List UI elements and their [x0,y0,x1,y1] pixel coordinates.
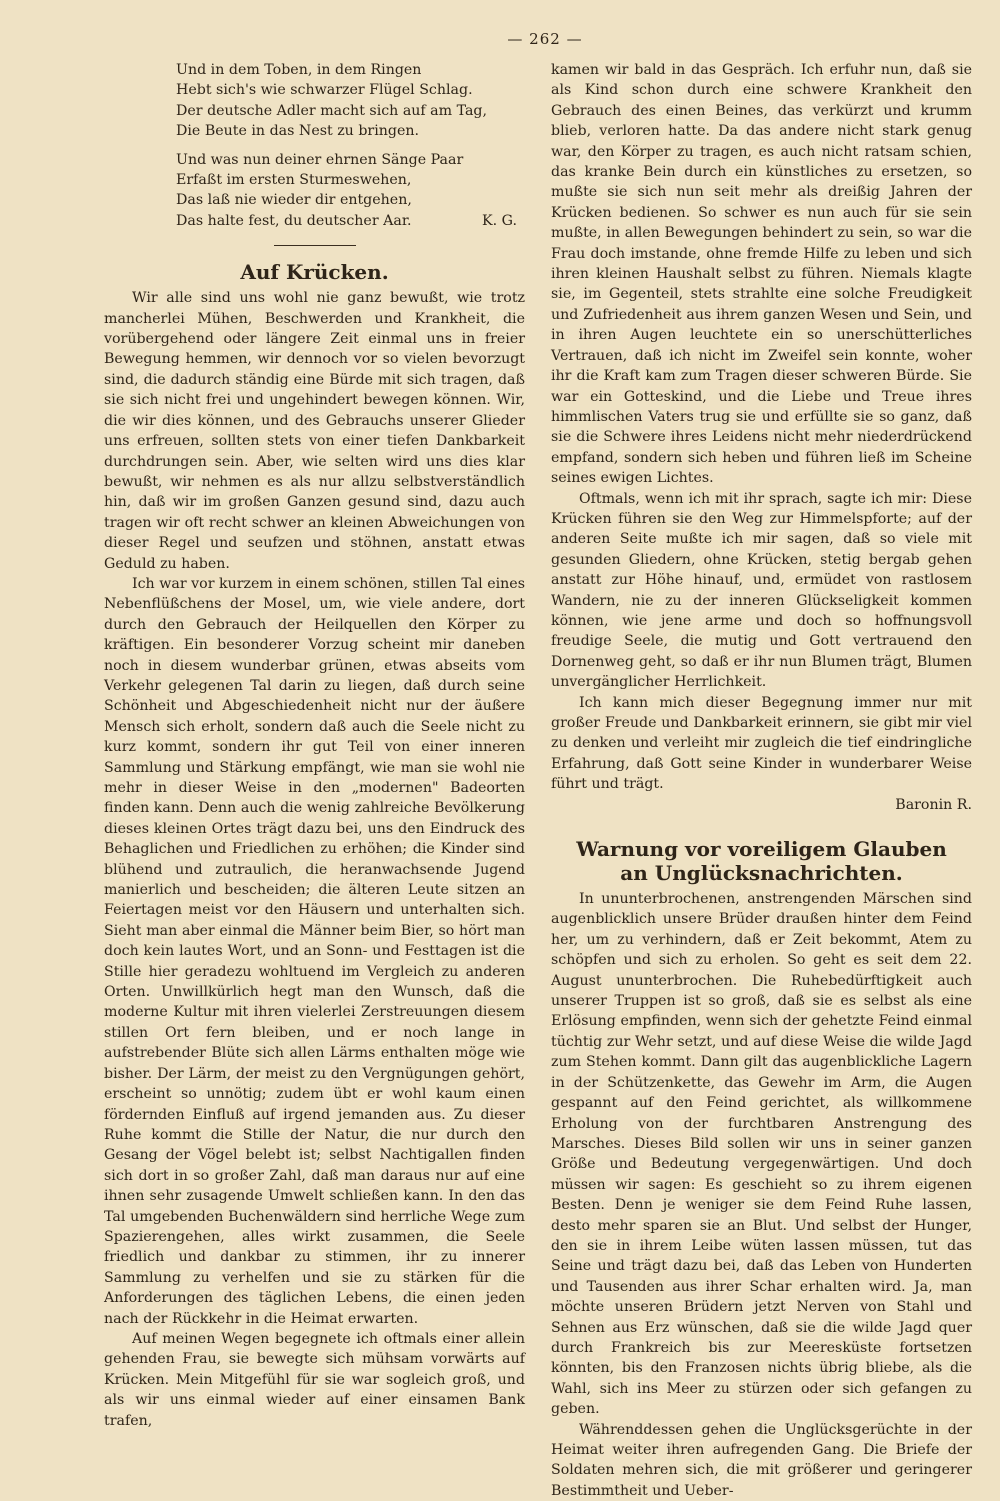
right-column [551,60,972,1501]
poem-line-text: Das halte fest, du deutscher Aar. [176,212,412,229]
page-number: — 262 — [507,30,583,48]
poem-stanza-2 [176,150,525,232]
article-paragraph: Wir alle sind uns wohl nie ganz bewußt, wie trotz mancherlei Mühen, Beschwerden und Krankheit, die vorübergehend oder längere Zeit einmal uns in freier Bewegung hemmen, wir dennoch vor so vielen bevorzugt sind, die dadurch ständig eine Bürde mit sich tragen, daß sie sich nicht frei und ungehindert bewegen können. Wir, die wir dies können, und des Gebrauchs unserer Glieder uns erfreuen, sollten stets von einer tiefen Dankbarkeit durchdrungen sein. Aber, wie selten wird uns dies klar bewußt, wir nehmen es als nur allzu selbstverständlich hin, daß wir im großen Ganzen gesund sind, dazu auch tragen wir oft recht schwer an kleinen Abweichungen von dieser Regel und seufzen und stöhnen, anstatt etwas Geduld zu haben. [104,290,525,572]
poem-signature: K. G. [482,212,517,229]
left-column [104,60,525,1431]
article-signature: Baronin R. [895,796,972,813]
poem-stanza-1 [176,60,525,142]
poem-line-last [176,211,525,231]
article-title-line: an Unglücksnachrichten. [620,861,903,886]
section-divider [274,245,356,246]
poem-line: Der deutsche Adler macht sich auf am Tag, [176,102,488,119]
article-paragraph: kamen wir bald in das Gespräch. Ich erfuhr nun, daß sie als Kind schon durch eine schwere Krankheit den Gebrauch des einen Beines, das verkürzt und krumm blieb, verloren hatte. Da das andere nicht stark genug war, den Körper zu tragen, es auch nicht ratsam schien, das kranke Bein durch ein künstliches zu ersetzen, so mußte sie sich nun seit mehr als dreißig Jahren der Krücken bedienen. So schwer es nun auch für sie sein mußte, in allen Bewegungen behindert zu sein, so war die Frau doch imstande, ohne fremde Hilfe zu leben und sich ihren kleinen Haushalt selbst zu führen. Niemals klagte sie, im Gegenteil, stets strahlte eine solche Freudigkeit und Zufriedenheit aus ihrem ganzen Wesen und Sein, und in ihren Augen leuchtete ein so unerschütterliches Vertrauen, daß ich nicht im Zweifel sein konnte, woher ihr die Kraft kam zum Tragen dieser schweren Bürde. Sie war ein Gotteskind, und die Liebe und Treue ihres himmlischen Vaters trug sie und erfüllte sie so ganz, daß sie die Schwere ihres Leidens nicht mehr niederdrückend empfand, sondern sich heben und führen ließ im Scheine seines ewigen Lichtes. [551,62,972,487]
article-title-line: Warnung vor voreiligem Glauben [576,837,947,862]
article-paragraph: Währenddessen gehen die Unglücksgerüchte in der Heimat weiter ihren aufregenden Gang. Die Briefe der Soldaten mehren sich, die mit größerer und geringerer Bestimmtheit und Ueber- [551,1421,972,1499]
poem-line: Das laß nie wieder dir entgehen, [176,192,412,209]
poem-line: Hebt sich's wie schwarzer Flügel Schlag. [176,82,473,99]
article-paragraph: Oftmals, wenn ich mit ihr sprach, sagte ich mir: Diese Krücken führen sie den Weg zur Himmelspforte; auf der anderen Seite mußte ich mir sagen, daß so viele mit gesunden Gliedern, ohne Krücken, stetig bergab gehen anstatt zur Höhe hinauf, und, ermüdet von rastlosem Wandern, nie zu der inneren Glückseligkeit kommen können, wie jene arme und doch so hoffnungsvoll freudige Seele, die mutig und Gott vertrauend den Dornenweg geht, so daß er ihr nun Blumen trägt, Blumen unvergänglicher Herrlichkeit. [551,490,972,691]
poem-line: Und in dem Toben, in dem Ringen [176,62,422,78]
poem [176,60,525,231]
article-title [551,837,972,885]
poem-line: Und was nun deiner ehrnen Sänge Paar [176,151,464,168]
article-paragraph: Auf meinen Wegen begegnete ich oftmals einer allein gehenden Frau, sie bewegte sich mühsam vorwärts auf Krücken. Mein Mitgefühl für sie war sogleich groß, und als wir uns einmal wieder auf einer einsamen Bank trafen, [104,1330,525,1429]
poem-line: Die Beute in das Nest zu bringen. [176,123,419,140]
article-paragraph: Ich kann mich dieser Begegnung immer nur mit großer Freude und Dankbarkeit erinnern, sie gibt mir viel zu denken und verleiht mir zugleich die tief eindringliche Erfahrung, daß Gott seine Kinder in wunderbarer Weise führt und trägt. [551,694,972,793]
poem-line: Erfaßt im ersten Sturmeswehen, [176,172,412,189]
article-paragraph: Ich war vor kurzem in einem schönen, stillen Tal eines Nebenflüßchens der Mosel, um, wie viele andere, dort durch den Gebrauch der Heilquellen den Körper zu kräftigen. Ein besonderer Vorzug scheint mir daneben noch in diesem wunderbar grünen, etwas abseits vom Verkehr gelegenen Tal darin zu liegen, daß durch seine Schönheit und Abgeschiedenheit nicht nur der äußere Mensch sich erholt, sondern daß auch die Seele nicht zu kurz kommt, sondern ihr gut Teil von einer inneren Sammlung und Stärkung empfängt, wie man sie wohl nie mehr in dieser Weise in den „modernen" Badeorten finden kann. Denn auch die wenig zahlreiche Bevölkerung dieses kleinen Ortes trägt dazu bei, uns den Eindruck des Behaglichen und Friedlichen zu erhöhen; die Kinder sind blühend und zutraulich, die heranwachsende Jugend manierlich und bescheiden; die älteren Leute sitzen an Feiertagen meist vor den Häusern und unterhalten sich. Sieht man aber einmal die Männer beim Bier, so hört man doch kein lautes Wort, und an Sonn- und Festtagen ist die Stille hier geradezu wohltuend im Vergleich zu anderen Orten. Unwillkürlich hegt man den Wunsch, daß die moderne Kultur mit ihren vielerlei Zerstreuungen diesem stillen Ort fern bleiben, und er noch lange in aufstrebender Blüte sich allen Lärms enthalten möge wie bisher. Der Lärm, der meist zu den Vergnügungen gehört, erscheint so unnötig; zudem übt er wohl kaum einen fördernden Einfluß auf irgend jemanden aus. Zu dieser Ruhe kommt die Stille der Natur, die nur durch den Gesang der Vögel belebt ist; selbst Nachtigallen finden sich dort in so großer Zahl, daß man daraus nur auf eine ihnen sehr zusagende Umwelt schließen kann. In den das Tal umgebenden Buchenwäldern sind herrliche Wege zum Spazierengehen, alles wirkt zusammen, die Seele friedlich und dankbar zu stimmen, ihr zu innerer Sammlung zu verhelfen und sie zu stärken für die Anforderungen des täglichen Lebens, die einen jeden nach der Rückkehr in die Heimat erwarten. [104,575,525,1327]
article-paragraph: In ununterbrochenen, anstrengenden Märschen sind augenblicklich unsere Brüder draußen hinter dem Feind her, um zu verhindern, daß er Zeit bekommt, Atem zu schöpfen und sich zu erholen. So geht es seit dem 22. August ununterbrochen. Die Ruhebedürftigkeit auch unserer Truppen ist so groß, daß sie es selbst als eine Erlösung empfinden, wenn sich der gehetzte Feind einmal tüchtig zur Wehr setzt, und auf diese Weise die wilde Jagd zum Stehen kommt. Dann gilt das augenblickliche Lagern in der Schützenkette, das Gewehr im Arm, die Augen gespannt auf den Feind gerichtet, als willkommene Erholung von der furchtbaren Anstrengung des Marsches. Dieses Bild sollen wir uns in seiner ganzen Größe und Bedeutung vergegenwärtigen. Und doch müssen wir sagen: Es geschieht so zu ihrem eigenen Besten. Denn je weniger sie dem Feind Ruhe lassen, desto mehr sparen sie an Blut. Und selbst der Hunger, den sie in ihrem Leibe wüten lassen müssen, tut das Seine und trägt dazu bei, daß das Leben von Hunderten und Tausenden aus ihrer Schar erhalten wird. Ja, man möchte unseren Brüdern jetzt Nerven von Stahl und Sehnen aus Erz wünschen, daß sie die wilde Jagd quer durch Frankreich bis zur Meeresküste fortsetzen könnten, bis den Franzosen nichts übrig bliebe, als die Wahl, sich ins Meer zu stürzen oder sich gefangen zu geben. [551,891,972,1418]
article-title: Auf Krücken. [240,260,389,285]
